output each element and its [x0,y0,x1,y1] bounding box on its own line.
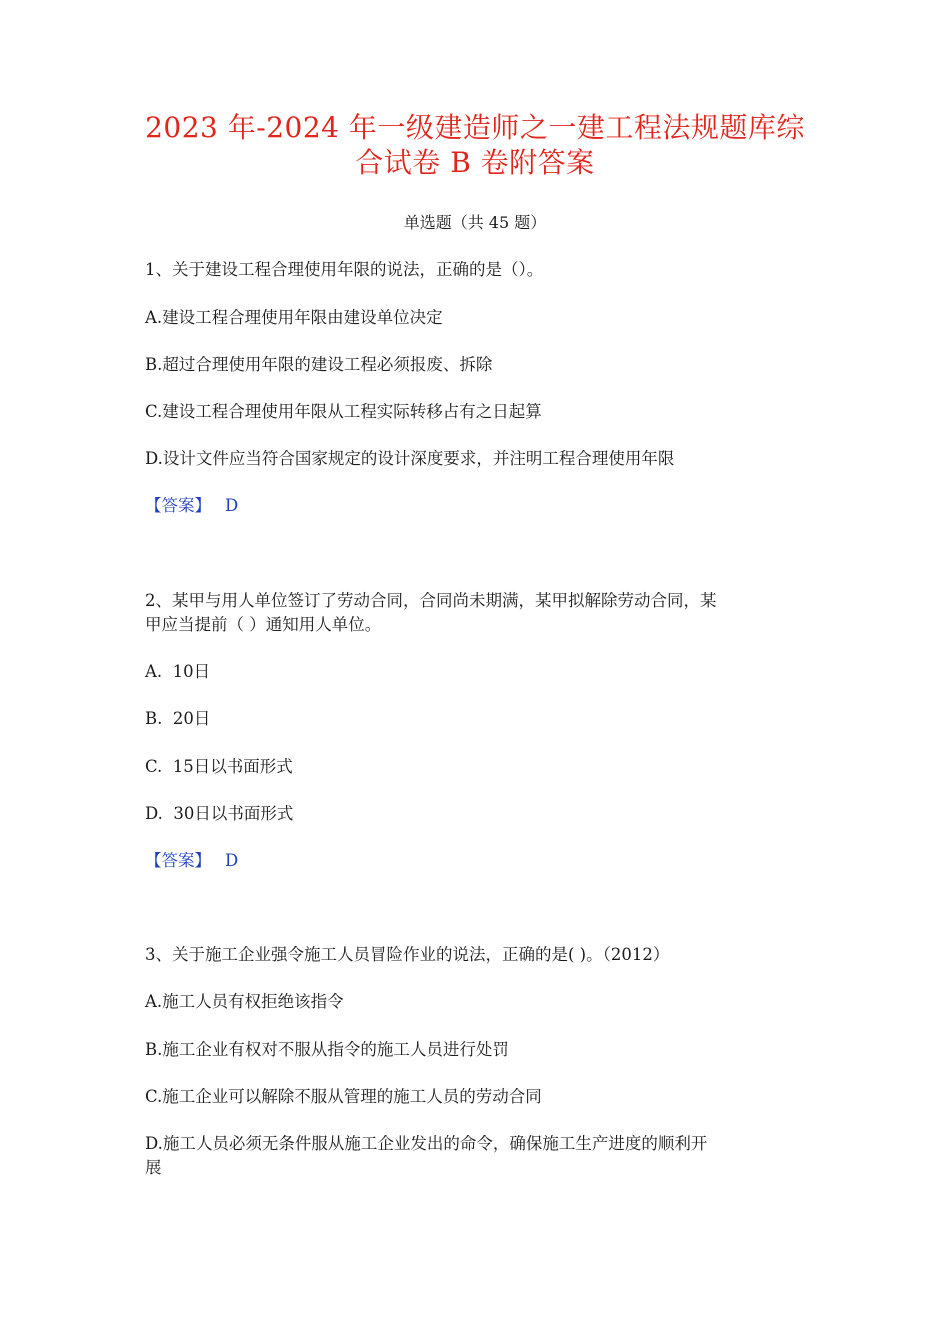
question-2-option-d: D. 30日以书面形式 [145,804,294,823]
question-3-option-a: A.施工人员有权拒绝该指令 [145,992,344,1011]
question-3-stem: 3、关于施工企业强令施工人员冒险作业的说法，正确的是( )。（2012） [145,945,670,964]
question-1-option-a: A.建设工程合理使用年限由建设单位决定 [145,308,443,327]
question-2-option-c: C. 15日以书面形式 [145,757,293,776]
question-1-answer [145,495,238,517]
question-2-answer [145,850,238,872]
question-3-option-d-line-1: D.施工人员必须无条件服从施工企业发出的命令，确保施工生产进度的顺利开 [145,1134,708,1153]
answer-label: 【答案】 [145,496,211,515]
document-title-line-2: 合试卷 B 卷附答案 [355,146,595,179]
question-1-option-b: B.超过合理使用年限的建设工程必须报废、拆除 [145,355,493,374]
question-2-stem-line-2: 甲应当提前（ ）通知用人单位。 [145,615,382,634]
section-header: 单选题（共 45 题） [403,213,547,232]
question-2-option-a: A. 10日 [145,662,211,681]
question-2-option-b: B. 20日 [145,709,211,728]
question-3-option-b: B.施工企业有权对不服从指令的施工人员进行处罚 [145,1040,509,1059]
question-2-stem-line-1: 2、某甲与用人单位签订了劳动合同，合同尚未期满，某甲拟解除劳动合同，某 [145,591,717,610]
question-1-option-c: C.建设工程合理使用年限从工程实际转移占有之日起算 [145,402,542,421]
answer-value: D [225,496,239,515]
answer-value: D [225,851,239,870]
question-1-stem: 1、关于建设工程合理使用年限的说法，正确的是（）。 [145,260,544,279]
question-1-option-d: D.设计文件应当符合国家规定的设计深度要求，并注明工程合理使用年限 [145,449,675,468]
answer-label: 【答案】 [145,851,211,870]
question-3-option-c: C.施工企业可以解除不服从管理的施工人员的劳动合同 [145,1087,542,1106]
question-3-option-d-line-2: 展 [145,1158,162,1177]
document-title-line-1: 2023 年-2024 年一级建造师之一建工程法规题库综 [145,111,805,144]
